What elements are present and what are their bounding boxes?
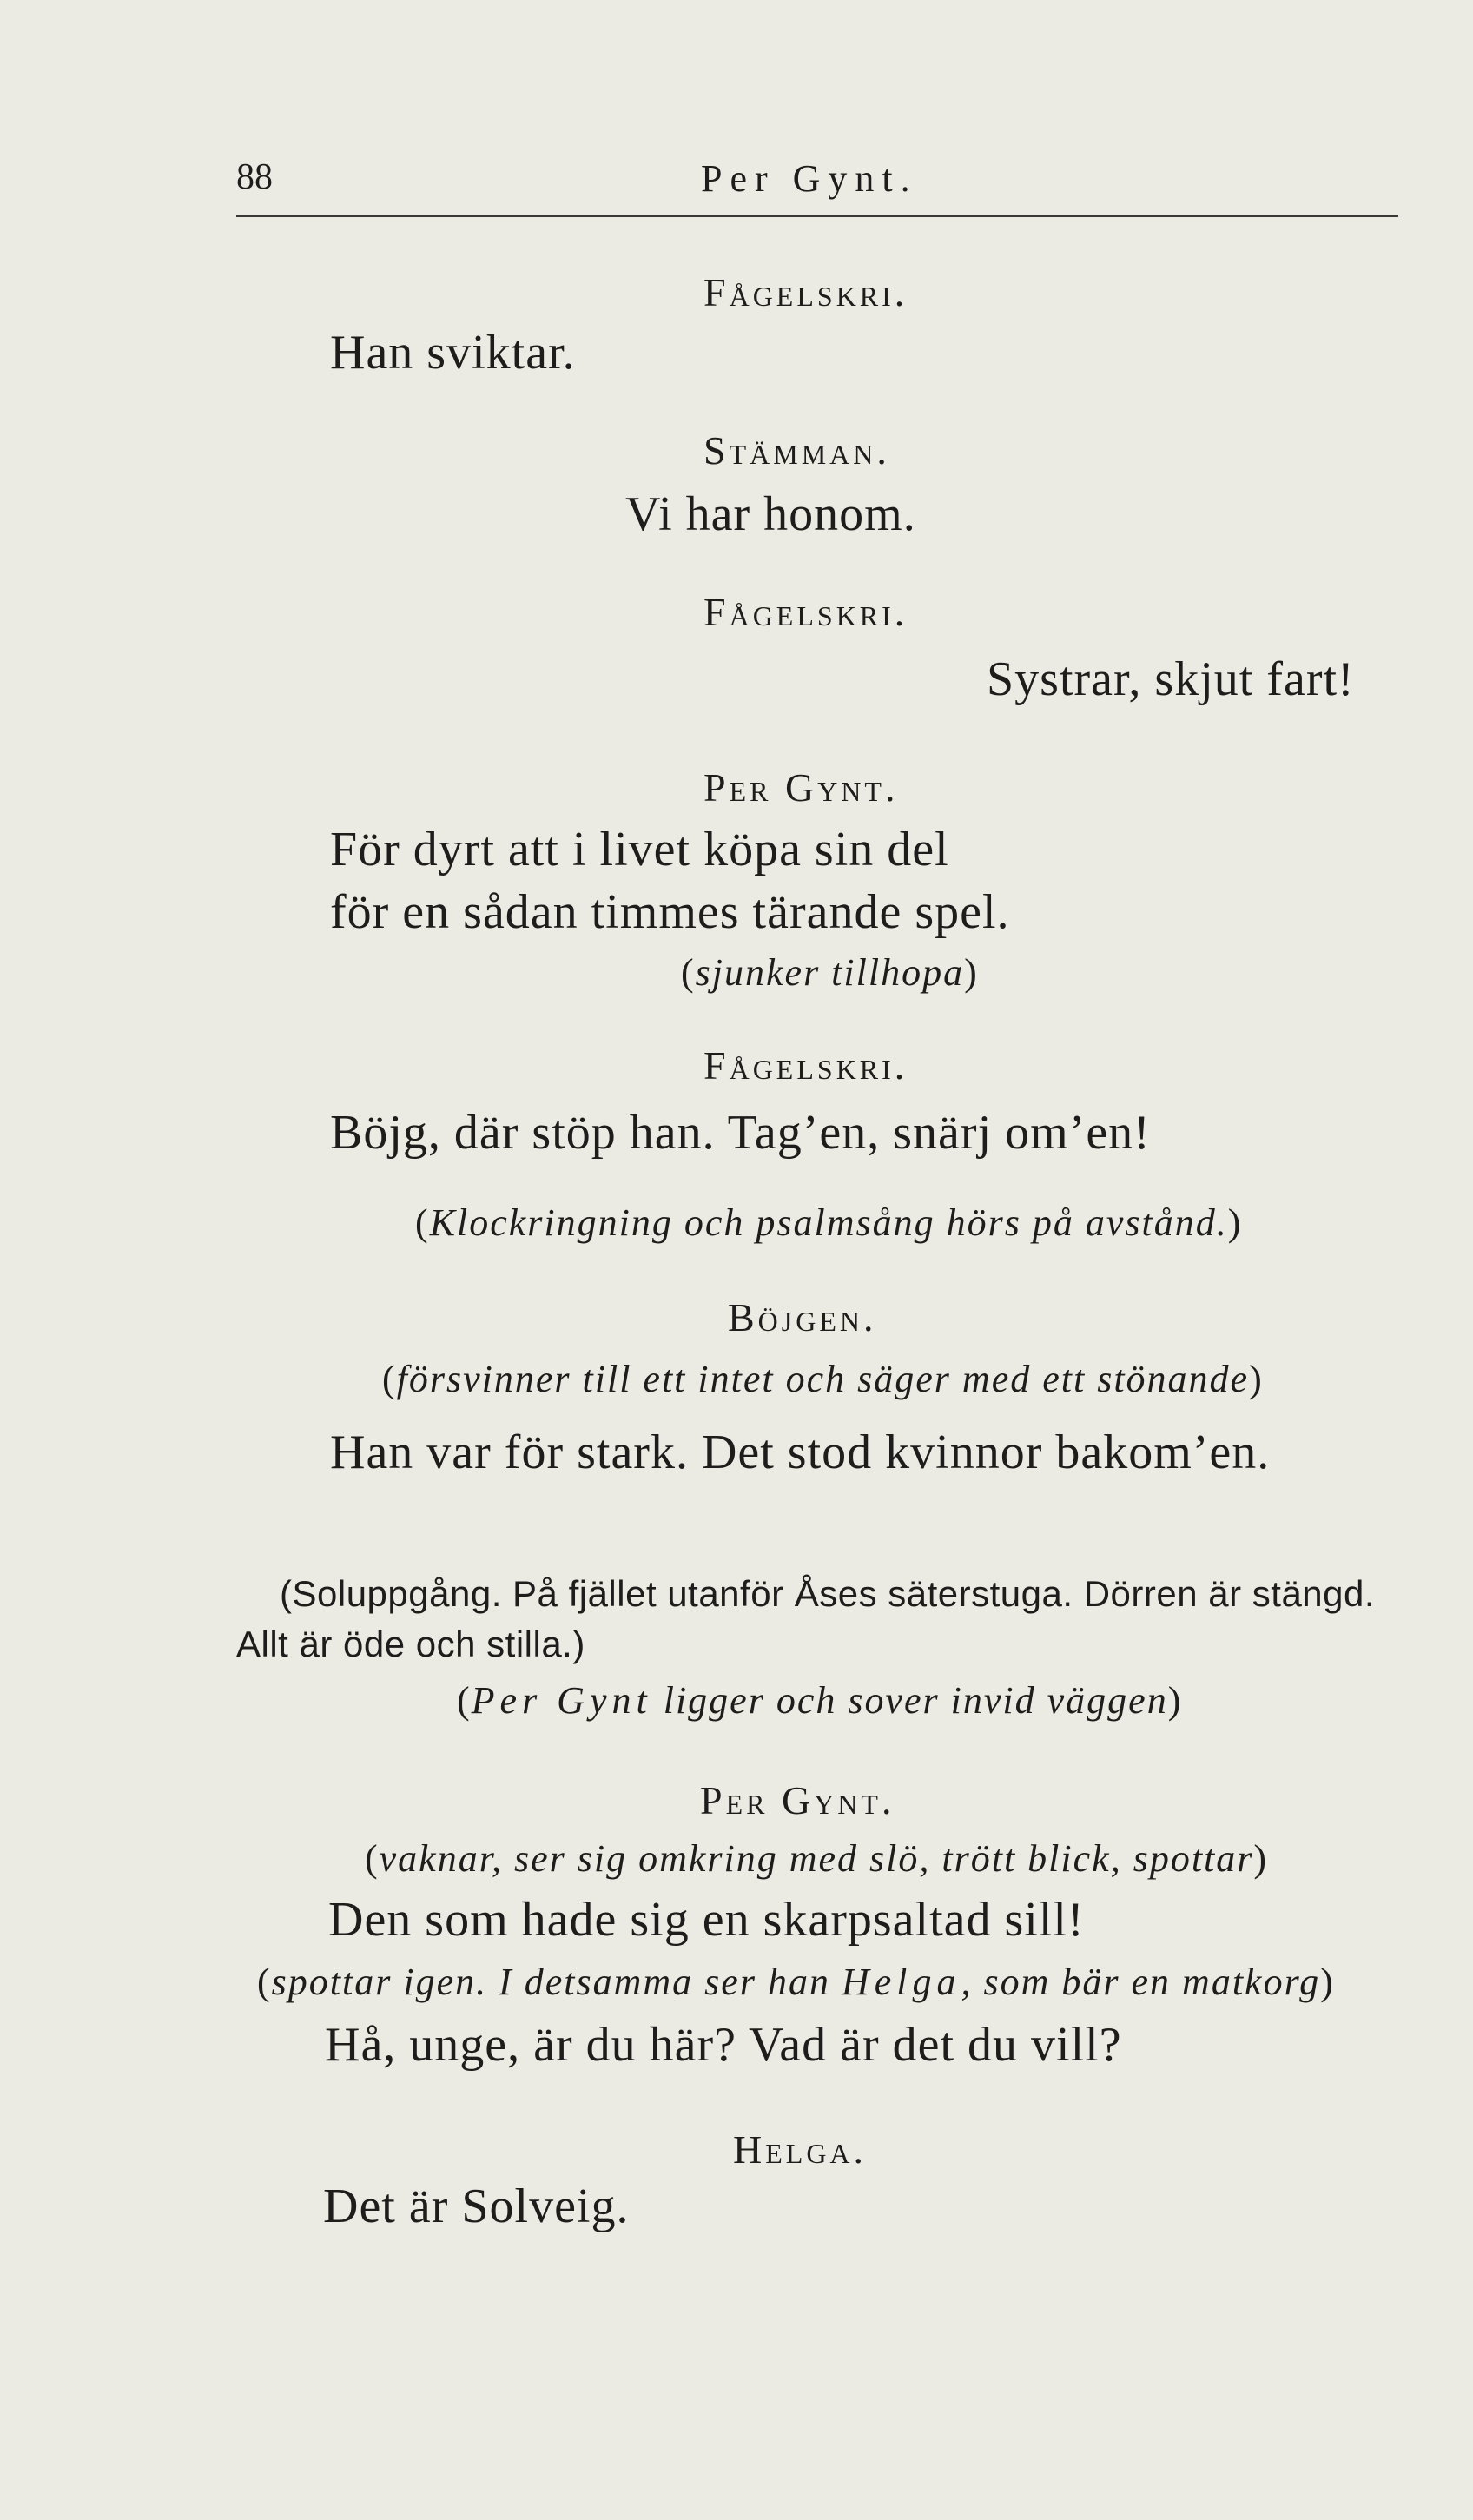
verse-line: För dyrt att i livet köpa sin del — [330, 823, 949, 876]
stage-paren-open: ( — [415, 1201, 430, 1244]
verse-line: Böjg, där stöp han. Tag’en, snärj om’en! — [330, 1106, 1151, 1160]
verse-line: Den som hade sig en skarpsaltad sill! — [328, 1893, 1085, 1947]
stage-text: sjunker tillhopa — [695, 951, 965, 994]
speaker-name: Fågelskri. — [703, 1043, 908, 1088]
speaker-name: Fågelskri. — [703, 270, 908, 314]
stage-text: spottar igen. I detsamma ser han — [271, 1961, 842, 2003]
stage-text: vaknar, ser sig omkring med slö, trött blick, spottar — [379, 1837, 1254, 1880]
stage-text: försvinner till ett intet och säger med ett stönande — [396, 1358, 1250, 1400]
verse-line: Vi har honom. — [625, 487, 916, 541]
stage-direction — [681, 951, 979, 994]
stage-paren-close: ) — [1320, 1961, 1335, 2003]
stage-paren-open: ( — [382, 1358, 397, 1400]
stage-direction — [365, 1837, 1269, 1880]
stage-text: Klockringning och psalmsång hörs på avstånd. — [429, 1201, 1228, 1244]
stage-direction — [457, 1679, 1183, 1722]
running-title: Per Gynt. — [701, 157, 918, 200]
scene-description: (Soluppgång. På fjället utanför Åses säterstuga. Dörren är stängd. — [280, 1573, 1376, 1614]
speaker-name: Per Gynt. — [703, 765, 899, 810]
stage-paren-open: ( — [457, 1679, 472, 1722]
stage-paren-open: ( — [681, 951, 696, 994]
verse-line: för en sådan timmes tärande spel. — [330, 885, 1010, 939]
scene-description: Allt är öde och stilla.) — [236, 1624, 585, 1664]
stage-text: , som bär en matkorg — [961, 1961, 1321, 2003]
page-number: 88 — [236, 157, 273, 197]
verse-line: Det är Solveig. — [323, 2179, 630, 2233]
stage-paren-open: ( — [257, 1961, 272, 2003]
page-header — [236, 156, 1398, 217]
speaker-name: Stämman. — [703, 428, 890, 473]
verse-line: Han sviktar. — [330, 326, 576, 380]
stage-direction — [415, 1201, 1243, 1244]
verse-line: Systrar, skjut fart! — [987, 652, 1355, 706]
stage-direction — [382, 1360, 1264, 1399]
stage-paren-close: ) — [1227, 1201, 1243, 1244]
speaker-name: Fågelskri. — [703, 590, 908, 634]
verse-line: Hå, unge, är du här? Vad är det du vill? — [325, 2018, 1122, 2072]
stage-text: ligger och sover invid väggen — [651, 1679, 1168, 1722]
stage-paren-close: ) — [964, 951, 979, 994]
character-name: Per Gynt — [471, 1679, 652, 1722]
speaker-name: Helga. — [733, 2127, 868, 2172]
stage-direction — [257, 1963, 1335, 2001]
character-name: Helga — [841, 1961, 961, 2003]
stage-paren-close: ) — [1167, 1679, 1183, 1722]
speaker-name: Per Gynt. — [700, 1778, 895, 1822]
verse-line: Han var för stark. Det stod kvinnor bakom’en. — [330, 1425, 1271, 1479]
stage-paren-close: ) — [1249, 1358, 1264, 1400]
speaker-name: Böjgen. — [728, 1295, 877, 1339]
stage-paren-open: ( — [365, 1837, 380, 1880]
stage-paren-close: ) — [1253, 1837, 1269, 1880]
